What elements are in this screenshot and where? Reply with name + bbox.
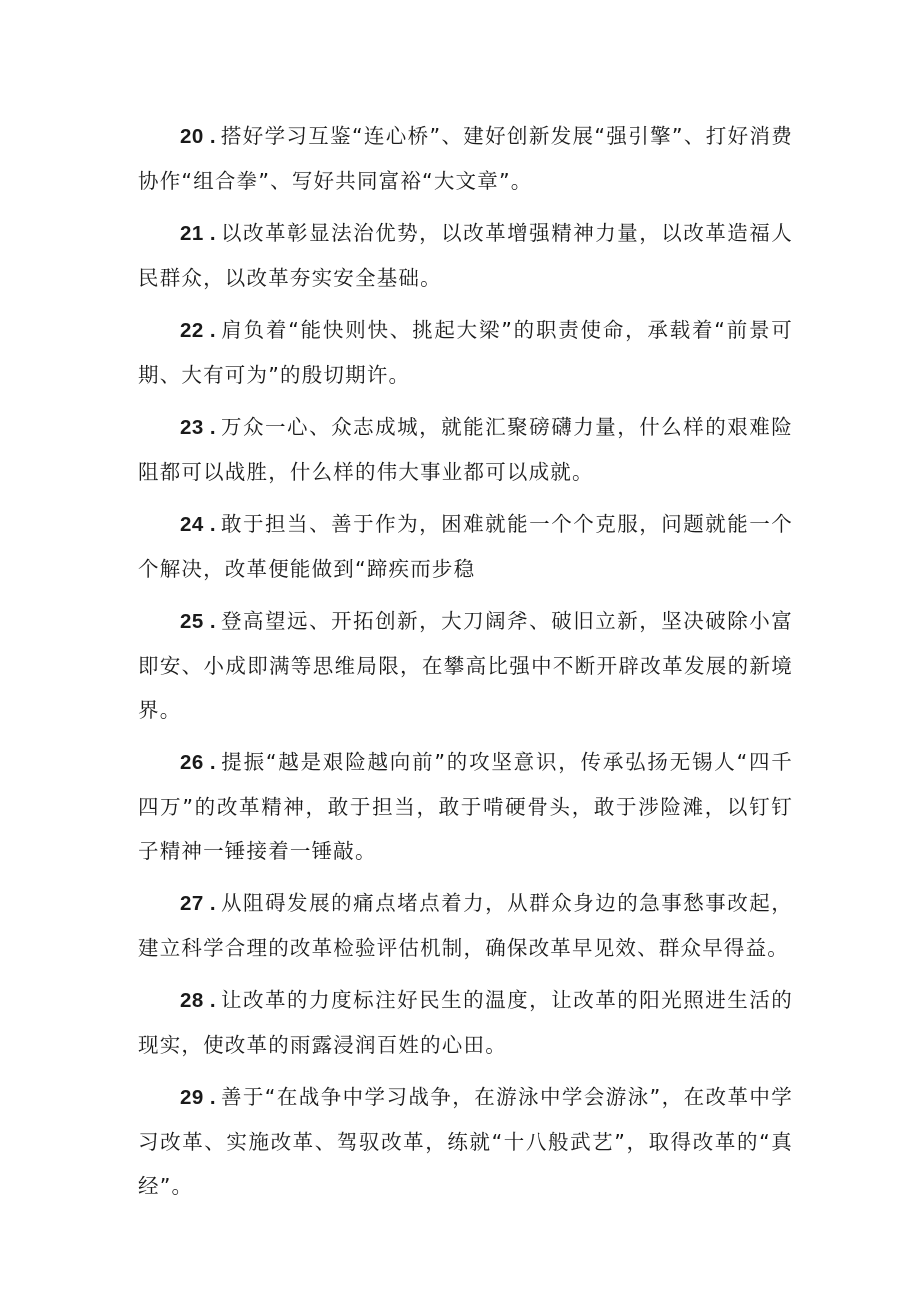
item-text: 肩负着“能快则快、挑起大梁”的职责使命，承载着“前景可期、大有可为”的殷切期许。 (138, 318, 793, 387)
item-separator: . (209, 416, 217, 439)
item-separator: . (209, 319, 217, 342)
item-number: 21 (180, 222, 204, 245)
item-text: 登高望远、开拓创新，大刀阔斧、破旧立新，坚决破除小富即安、小成即满等思维局限，在攀高比强中不断开辟改革发展的新境界。 (138, 609, 793, 722)
item-separator: . (209, 610, 217, 633)
list-item (138, 211, 793, 300)
list-item (138, 308, 793, 397)
item-separator: . (209, 222, 217, 245)
item-separator: . (209, 751, 217, 774)
item-number: 28 (180, 989, 204, 1012)
list-item (138, 881, 793, 970)
item-number: 22 (180, 319, 204, 342)
document-body (138, 114, 793, 1216)
item-number: 24 (180, 513, 204, 536)
list-item (138, 1075, 793, 1208)
item-number: 26 (180, 751, 204, 774)
list-item (138, 740, 793, 873)
item-separator: . (209, 513, 217, 536)
item-separator: . (209, 125, 217, 148)
item-separator: . (209, 892, 217, 915)
list-item (138, 599, 793, 732)
list-item (138, 502, 793, 591)
list-item (138, 405, 793, 494)
list-item (138, 114, 793, 203)
item-text: 提振“越是艰险越向前”的攻坚意识，传承弘扬无锡人“四千四万”的改革精神，敢于担当，敢于啃硬骨头，敢于涉险滩，以钉钉子精神一锤接着一锤敲。 (138, 750, 793, 863)
item-separator: . (209, 1086, 217, 1109)
item-text: 搭好学习互鉴“连心桥”、建好创新发展“强引擎”、打好消费协作“组合拳”、写好共同富裕“大文章”。 (138, 124, 793, 193)
item-separator: . (209, 989, 217, 1012)
item-text: 从阻碍发展的痛点堵点着力，从群众身边的急事愁事改起，建立科学合理的改革检验评估机制，确保改革早见效、群众早得益。 (138, 891, 793, 960)
item-text: 让改革的力度标注好民生的温度，让改革的阳光照进生活的现实，使改革的雨露浸润百姓的心田。 (138, 988, 793, 1057)
item-number: 29 (180, 1086, 204, 1109)
item-text: 敢于担当、善于作为，困难就能一个个克服，问题就能一个个解决，改革便能做到“蹄疾而步稳 (138, 512, 793, 581)
item-number: 27 (180, 892, 204, 915)
list-item (138, 978, 793, 1067)
item-number: 20 (180, 125, 204, 148)
item-text: 善于“在战争中学习战争，在游泳中学会游泳”，在改革中学习改革、实施改革、驾驭改革，练就“十八般武艺”，取得改革的“真经”。 (138, 1085, 793, 1198)
item-number: 23 (180, 416, 204, 439)
item-text: 以改革彰显法治优势，以改革增强精神力量，以改革造福人民群众，以改革夯实安全基础。 (138, 221, 793, 290)
item-text: 万众一心、众志成城，就能汇聚磅礴力量，什么样的艰难险阻都可以战胜，什么样的伟大事业都可以成就。 (138, 415, 793, 484)
item-number: 25 (180, 610, 204, 633)
